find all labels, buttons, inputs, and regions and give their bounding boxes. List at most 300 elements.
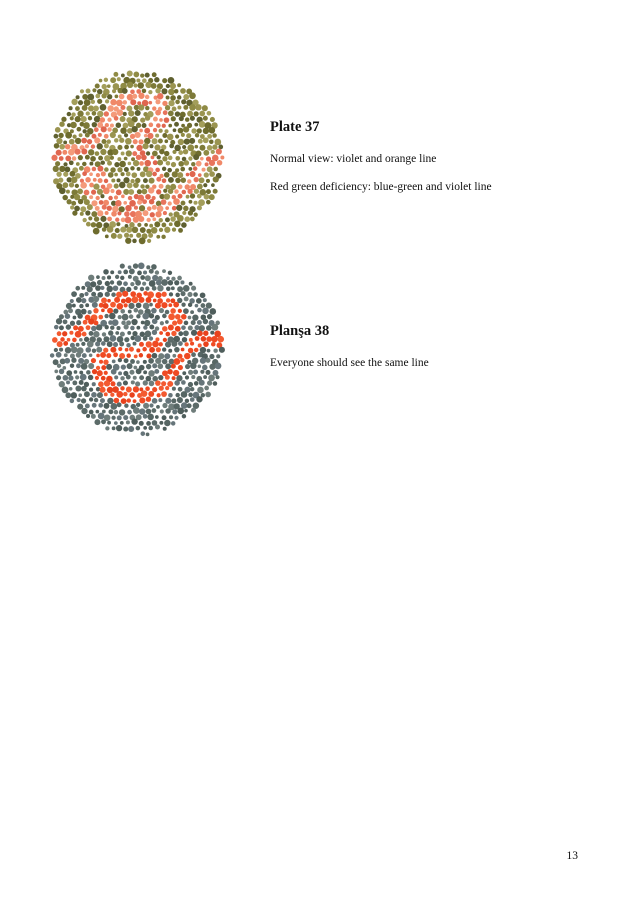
background-dot — [92, 122, 97, 127]
background-dot — [91, 414, 96, 419]
background-dot — [79, 133, 83, 137]
line-dot — [93, 308, 98, 313]
background-dot — [117, 178, 121, 182]
background-dot — [109, 313, 116, 320]
background-dot — [80, 89, 84, 93]
background-dot — [116, 326, 120, 330]
background-dot — [56, 171, 61, 176]
line-dot — [161, 381, 166, 386]
background-dot — [168, 280, 173, 285]
background-dot — [205, 370, 210, 375]
background-dot — [139, 375, 144, 380]
background-dot — [152, 330, 157, 335]
background-dot — [162, 415, 167, 420]
background-dot — [149, 178, 155, 184]
line-dot — [122, 291, 128, 297]
background-dot — [213, 381, 218, 386]
background-dot — [79, 304, 83, 308]
background-dot — [160, 409, 164, 413]
background-dot — [117, 415, 122, 420]
line-dot — [97, 370, 103, 376]
line-dot — [220, 156, 224, 160]
background-dot — [118, 371, 122, 375]
background-dot — [194, 111, 199, 116]
background-dot — [172, 227, 176, 231]
background-dot — [85, 347, 91, 353]
background-dot — [112, 426, 116, 430]
background-dot — [84, 391, 90, 397]
background-dot — [116, 425, 122, 431]
background-dot — [203, 137, 209, 143]
background-dot — [97, 280, 102, 285]
background-dot — [183, 285, 190, 292]
background-dot — [175, 156, 180, 161]
line-dot — [155, 292, 161, 298]
line-dot — [196, 161, 202, 167]
line-dot — [88, 318, 94, 324]
line-dot — [136, 348, 140, 352]
background-dot — [181, 303, 185, 307]
line-dot — [162, 178, 167, 183]
background-dot — [181, 391, 188, 398]
background-dot — [148, 233, 153, 238]
line-dot — [111, 211, 117, 217]
background-dot — [145, 275, 151, 281]
background-dot — [85, 210, 90, 215]
line-dot — [123, 392, 127, 396]
background-dot — [183, 105, 188, 110]
background-dot — [183, 308, 189, 314]
background-dot — [110, 77, 116, 83]
background-dot — [107, 94, 112, 99]
background-dot — [71, 201, 76, 206]
background-dot — [145, 115, 150, 120]
background-dot — [159, 218, 163, 222]
background-dot — [100, 286, 104, 290]
background-dot — [90, 156, 96, 162]
line-dot — [104, 371, 108, 375]
background-dot — [206, 200, 211, 205]
background-dot — [54, 134, 59, 139]
background-dot — [114, 410, 118, 414]
background-dot — [59, 381, 65, 387]
background-dot — [62, 182, 68, 188]
line-dot — [178, 309, 182, 313]
background-dot — [78, 393, 82, 397]
background-dot — [181, 380, 186, 385]
background-dot — [58, 133, 63, 138]
background-dot — [70, 116, 74, 120]
background-dot — [100, 194, 104, 198]
line-dot — [107, 299, 111, 303]
line-dot — [92, 369, 97, 374]
background-dot — [156, 280, 162, 286]
background-dot — [212, 144, 217, 149]
line-dot — [198, 173, 202, 177]
background-dot — [182, 145, 186, 149]
background-dot — [212, 133, 217, 138]
background-dot — [85, 133, 90, 138]
background-dot — [56, 318, 62, 324]
line-dot — [96, 354, 100, 358]
line-dot — [78, 326, 84, 332]
background-dot — [162, 269, 166, 273]
background-dot — [188, 325, 193, 330]
line-dot — [104, 380, 110, 386]
line-dot — [189, 338, 193, 342]
background-dot — [188, 303, 192, 307]
background-dot — [194, 213, 198, 217]
background-dot — [107, 398, 113, 404]
background-dot — [93, 228, 100, 235]
line-dot — [103, 303, 109, 309]
line-dot — [152, 217, 156, 221]
background-dot — [102, 227, 107, 232]
background-dot — [163, 427, 167, 431]
line-dot — [188, 348, 194, 354]
background-dot — [82, 162, 87, 167]
background-dot — [126, 375, 131, 380]
background-dot — [62, 386, 69, 393]
background-dot — [129, 268, 135, 274]
background-dot — [168, 349, 172, 353]
line-dot — [107, 105, 113, 111]
background-dot — [207, 145, 213, 151]
line-dot — [151, 156, 155, 160]
background-dot — [157, 155, 161, 159]
line-dot — [127, 398, 131, 402]
background-dot — [193, 154, 199, 160]
background-dot — [88, 275, 94, 281]
background-dot — [142, 313, 149, 320]
background-dot — [111, 292, 116, 297]
line-dot — [148, 187, 154, 193]
background-dot — [66, 303, 72, 309]
background-dot — [82, 94, 88, 100]
background-dot — [127, 71, 133, 77]
background-dot — [92, 382, 96, 386]
line-dot — [116, 100, 123, 107]
background-dot — [89, 162, 93, 166]
background-dot — [178, 228, 183, 233]
line-dot — [149, 347, 155, 353]
background-dot — [111, 369, 117, 375]
line-dot — [148, 391, 154, 397]
background-dot — [201, 303, 206, 308]
line-dot — [107, 118, 111, 122]
background-dot — [104, 403, 110, 409]
background-dot — [126, 227, 132, 233]
background-dot — [174, 416, 178, 420]
background-dot — [193, 201, 197, 205]
background-dot — [198, 199, 205, 206]
background-dot — [84, 337, 89, 342]
background-dot — [90, 281, 96, 287]
line-dot — [110, 302, 116, 308]
background-dot — [89, 410, 94, 415]
background-dot — [171, 162, 176, 167]
line-dot — [121, 398, 127, 404]
background-dot — [183, 206, 188, 211]
background-dot — [185, 399, 189, 403]
background-dot — [181, 291, 186, 296]
line-dot — [107, 387, 113, 393]
background-dot — [158, 139, 163, 144]
background-dot — [64, 167, 70, 173]
background-dot — [103, 269, 109, 275]
background-dot — [131, 172, 137, 178]
background-dot — [194, 381, 199, 386]
background-dot — [145, 184, 149, 188]
background-dot — [182, 371, 186, 375]
line-dot — [206, 336, 212, 342]
line-dot — [217, 160, 223, 166]
line-dot — [162, 124, 166, 128]
background-dot — [190, 397, 195, 402]
background-dot — [184, 296, 189, 301]
background-dot — [111, 416, 115, 420]
background-dot — [68, 308, 73, 313]
background-dot — [79, 166, 84, 171]
line-dot — [65, 156, 71, 162]
background-dot — [188, 210, 193, 215]
background-dot — [102, 276, 106, 280]
background-dot — [92, 302, 98, 308]
background-dot — [196, 298, 202, 304]
background-dot — [117, 145, 122, 150]
background-dot — [200, 358, 206, 364]
line-dot — [144, 134, 148, 138]
background-dot — [174, 347, 180, 353]
background-dot — [130, 336, 135, 341]
background-dot — [117, 382, 122, 387]
background-dot — [91, 222, 96, 227]
background-dot — [111, 233, 117, 239]
background-dot — [141, 321, 145, 325]
background-dot — [149, 313, 154, 318]
line-dot — [91, 190, 96, 195]
line-dot — [174, 358, 181, 365]
background-dot — [80, 212, 84, 216]
background-dot — [80, 206, 86, 212]
line-dot — [67, 338, 71, 342]
background-dot — [199, 145, 205, 151]
background-dot — [159, 421, 163, 425]
background-dot — [138, 104, 144, 110]
background-dot — [87, 204, 93, 210]
background-dot — [128, 162, 132, 166]
line-dot — [121, 299, 126, 304]
background-dot — [87, 286, 93, 292]
line-dot — [72, 338, 77, 343]
background-dot — [197, 364, 201, 368]
background-dot — [180, 167, 185, 172]
background-dot — [107, 161, 112, 166]
background-dot — [213, 348, 217, 352]
line-dot — [110, 347, 116, 353]
background-dot — [115, 228, 120, 233]
background-dot — [177, 172, 183, 178]
background-dot — [178, 387, 183, 392]
background-dot — [89, 353, 93, 357]
background-dot — [77, 189, 83, 195]
background-dot — [161, 279, 168, 286]
background-dot — [181, 133, 185, 137]
page-number: 13 — [566, 850, 578, 862]
background-dot — [139, 408, 145, 414]
line-dot — [134, 206, 138, 210]
background-dot — [192, 314, 198, 320]
background-dot — [138, 82, 144, 88]
line-dot — [95, 206, 100, 211]
background-dot — [189, 104, 196, 111]
background-dot — [202, 365, 208, 371]
background-dot — [78, 199, 83, 204]
line-dot — [163, 338, 167, 342]
background-dot — [183, 126, 189, 132]
background-dot — [213, 176, 219, 182]
background-dot — [129, 222, 134, 227]
background-dot — [91, 326, 97, 332]
line-dot — [85, 144, 89, 148]
background-dot — [87, 341, 94, 348]
line-dot — [156, 177, 161, 182]
background-dot — [63, 162, 67, 166]
line-dot — [211, 342, 216, 347]
background-dot — [100, 149, 106, 155]
background-dot — [86, 111, 90, 115]
plate-37-normal-view: Normal view: violet and orange line — [270, 153, 437, 165]
background-dot — [65, 132, 72, 139]
line-dot — [165, 386, 169, 390]
background-dot — [85, 303, 89, 307]
background-dot — [96, 222, 102, 228]
background-dot — [146, 409, 152, 415]
line-dot — [133, 216, 139, 222]
background-dot — [155, 424, 160, 429]
background-dot — [110, 167, 116, 173]
line-dot — [180, 358, 184, 362]
background-dot — [214, 139, 221, 146]
line-dot — [101, 171, 106, 176]
line-dot — [130, 291, 136, 297]
background-dot — [58, 178, 63, 183]
background-dot — [170, 83, 176, 89]
background-dot — [62, 366, 66, 370]
background-dot — [187, 144, 194, 151]
background-dot — [136, 78, 140, 82]
background-dot — [146, 421, 151, 426]
background-dot — [158, 363, 164, 369]
background-dot — [98, 413, 105, 420]
background-dot — [120, 263, 125, 268]
background-dot — [116, 122, 122, 128]
line-dot — [161, 302, 167, 308]
background-dot — [54, 143, 60, 149]
background-dot — [98, 403, 103, 408]
line-dot — [95, 196, 99, 200]
background-dot — [215, 363, 222, 370]
background-dot — [95, 151, 100, 156]
background-dot — [136, 314, 140, 318]
background-dot — [95, 341, 100, 346]
background-dot — [135, 381, 140, 386]
background-dot — [149, 224, 153, 228]
line-dot — [139, 342, 144, 347]
background-dot — [182, 211, 186, 215]
line-dot — [114, 195, 118, 199]
background-dot — [168, 177, 174, 183]
line-dot — [156, 123, 161, 128]
background-dot — [154, 77, 159, 82]
background-dot — [211, 183, 215, 187]
line-dot — [52, 337, 58, 343]
line-dot — [173, 302, 179, 308]
line-dot — [133, 399, 137, 403]
background-dot — [143, 403, 149, 409]
background-dot — [168, 271, 172, 275]
background-dot — [132, 239, 137, 244]
background-dot — [209, 308, 216, 315]
plate-38-dots — [44, 256, 230, 442]
background-dot — [125, 138, 132, 145]
background-dot — [125, 238, 131, 244]
background-dot — [66, 370, 72, 376]
line-dot — [171, 331, 176, 336]
background-dot — [202, 308, 209, 315]
line-dot — [126, 387, 132, 393]
background-dot — [59, 187, 66, 194]
background-dot — [129, 314, 134, 319]
line-dot — [82, 171, 87, 176]
line-dot — [162, 326, 168, 332]
line-dot — [121, 195, 125, 199]
background-dot — [143, 178, 148, 183]
background-dot — [67, 199, 72, 204]
background-dot — [81, 398, 86, 403]
background-dot — [197, 387, 204, 394]
background-dot — [203, 150, 209, 156]
background-dot — [117, 336, 124, 343]
line-dot — [184, 353, 190, 359]
line-dot — [193, 166, 197, 170]
line-dot — [153, 160, 158, 165]
background-dot — [126, 172, 131, 177]
line-dot — [202, 168, 206, 172]
background-dot — [87, 94, 94, 101]
line-dot — [99, 200, 104, 205]
background-dot — [108, 330, 113, 335]
background-dot — [133, 83, 137, 87]
background-dot — [190, 217, 195, 222]
background-dot — [113, 308, 118, 313]
background-dot — [126, 150, 132, 156]
line-dot — [98, 133, 102, 137]
line-dot — [146, 396, 151, 401]
background-dot — [119, 161, 126, 168]
background-dot — [203, 183, 207, 187]
line-dot — [157, 93, 163, 99]
background-dot — [133, 182, 139, 188]
background-dot — [148, 90, 152, 94]
line-dot — [102, 205, 107, 210]
background-dot — [179, 116, 184, 121]
line-dot — [163, 211, 167, 215]
background-dot — [118, 270, 122, 274]
line-dot — [163, 110, 168, 115]
background-dot — [169, 222, 173, 226]
background-dot — [79, 293, 84, 298]
